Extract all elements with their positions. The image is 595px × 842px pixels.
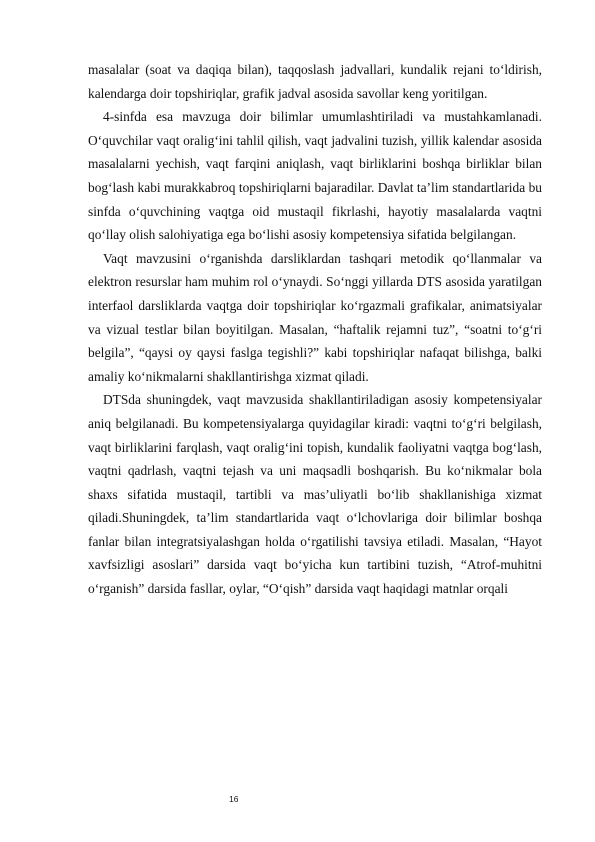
paragraph-3: Vaqt mavzusini o‘rganishda darsliklardan tashqari metodik qo‘llanmalar va elektron resurslar ham muhim rol o‘ynaydi. So‘nggi yillarda DTS asosida yaratilgan interfaol darsliklarda vaqtga doir topshiriqlar ko‘rgazmali grafikalar, animatsiyalar va vizual testlar bilan boyitilgan. Masalan, “haftalik rejamni tuz”, “soatni to‘g‘ri belgila”, “qaysi oy qaysi faslga tegishli?” kabi topshiriqlar nafaqat bilishga, balki amaliy ko‘nikmalarni shakllantirishga xizmat qiladi. <box>88 250 542 384</box>
page-number: 16 <box>229 794 239 804</box>
paragraph-1: masalalar (soat va daqiqa bilan), taqqoslash jadvallari, kundalik rejani to‘ldirish, kalendarga doir topshiriqlar, grafik jadval asosida savollar keng yoritilgan. <box>88 62 542 101</box>
paragraph-2: 4-sinfda esa mavzuga doir bilimlar umumlashtiriladi va mustahkamlanadi. O‘quvchilar vaqt oralig‘ini tahlil qilish, vaqt jadvalini tuzish, yillik kalendar asosida masalalarni yechish, vaqt farqini aniqlash, vaqt birliklarini boshqa birliklar bilan bog‘lash kabi murakkabroq topshiriqlarni bajaradilar. Davlat ta’lim standartlarida bu sinfda o‘quvchining vaqtga oid mustaqil fikrlashi, hayotiy masalalarda vaqtni qo‘llay olish salohiyatiga ega bo‘lishi asosiy kompetensiya sifatida belgilangan. <box>88 109 542 243</box>
paragraph-4: DTSda shuningdek, vaqt mavzusida shakllantiriladigan asosiy kompetensiyalar aniq belgilanadi. Bu kompetensiyalarga quyidagilar kiradi: vaqtni to‘g‘ri belgilash, vaqt birliklarini farqlash, vaqt oralig‘ini topish, kundalik faoliyatni vaqtga bog‘lash, vaqtni qadrlash, vaqtni tejash va uni maqsadli boshqarish. Bu ko‘nikmalar bola shaxs sifatida mustaqil, tartibli va mas’uliyatli bo‘lib shakllanishiga xizmat qiladi.Shuningdek, ta’lim standartlarida vaqt o‘lchovlariga doir bilimlar boshqa fanlar bilan integratsiyalashgan holda o‘rgatilishi tavsiya etiladi. Masalan, “Hayot xavfsizligi asoslari” darsida vaqt bo‘yicha kun tartibini tuzish, “Atrof-muhitni o‘rganish” darsida fasllar, oylar, “O‘qish” darsida vaqt haqidagi matnlar orqali <box>88 392 542 597</box>
document-body <box>88 58 542 601</box>
